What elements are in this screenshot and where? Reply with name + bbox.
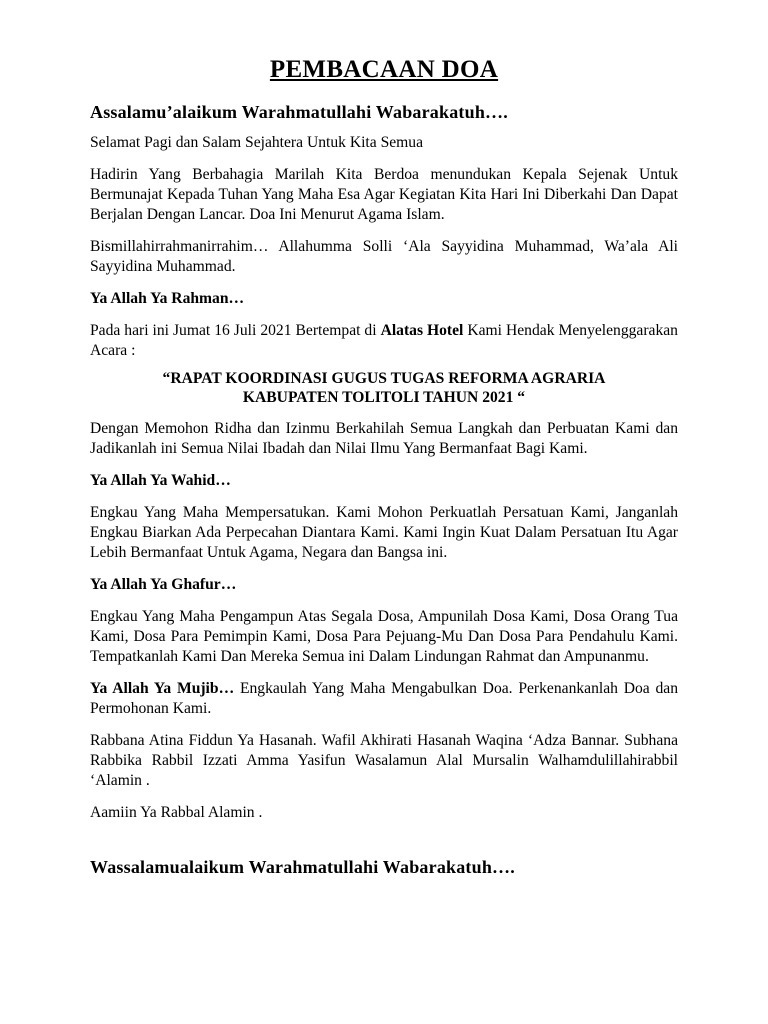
paragraph-invitation: Hadirin Yang Berbahagia Marilah Kita Berdoa menundukan Kepala Sejenak Untuk Bermunajat Kepada Tuhan Yang Maha Esa Agar Kegiatan Kita Hari Ini Diberkahi Dan Dapat Berjalan Dengan Lancar. Doa Ini Menurut Agama Islam. [90, 166, 678, 223]
paragraph-bismillah: Bismillahirrahmanirrahim… Allahumma Solli ‘Ala Sayyidina Muhammad, Wa’ala Ali Sayyidina Muhammad. [90, 238, 678, 275]
paragraph-persatuan: Engkau Yang Maha Mempersatukan. Kami Mohon Perkuatlah Persatuan Kami, Janganlah Engkau Biarkan Ada Perpecahan Diantara Kami. Kami Ingin Kuat Dalam Persatuan Itu Agar Lebih Bermanfaat Untuk Agama, Negara dan Bangsa ini. [90, 504, 678, 561]
event-intro-text: Pada hari ini Jumat 16 Juli 2021 Bertempat di [90, 322, 381, 339]
heading-ya-ghafur: Ya Allah Ya Ghafur… [90, 576, 237, 593]
event-title-line-2: KABUPATEN TOLITOLI TAHUN 2021 “ [242, 389, 526, 406]
closing-greeting: Wassalamualaikum Warahmatullahi Wabarakatuh…. [90, 857, 515, 877]
event-title [90, 369, 678, 407]
document-body [90, 56, 678, 878]
venue-name: Alatas Hotel [380, 322, 464, 339]
mujib-text: Engkaulah Yang Maha Mengabulkan Doa. Perkenankanlah Doa dan Permohonan Kami. [90, 680, 678, 717]
paragraph-pengampun: Engkau Yang Maha Pengampun Atas Segala Dosa, Ampunilah Dosa Kami, Dosa Orang Tua Kami, Dosa Para Pemimpin Kami, Dosa Para Pejuang-Mu Dan Dosa Para Pendahulu Kami. Tempatkanlah Kami Dan Mereka Semua ini Dalam Lindungan Rahmat dan Ampunanmu. [90, 608, 678, 665]
page-title: PEMBACAAN DOA [269, 56, 499, 83]
paragraph-welcome: Selamat Pagi dan Salam Sejahtera Untuk Kita Semua [90, 134, 424, 151]
paragraph-aamiin: Aamiin Ya Rabbal Alamin . [90, 804, 263, 821]
heading-ya-rahman: Ya Allah Ya Rahman… [90, 290, 245, 307]
opening-greeting: Assalamu’alaikum Warahmatullahi Wabarakatuh…. [90, 102, 508, 122]
event-title-line-1: “RAPAT KOORDINASI GUGUS TUGAS REFORMA AGRARIA [162, 370, 606, 387]
paragraph-rabbana: Rabbana Atina Fiddun Ya Hasanah. Wafil Akhirati Hasanah Waqina ‘Adza Bannar. Subhana Rabbika Rabbil Izzati Amma Yasifun Wasalamun Alal Mursalin Walhamdulillahirabbil ‘Alamin . [90, 732, 678, 789]
heading-ya-mujib: Ya Allah Ya Mujib… [90, 680, 235, 697]
heading-ya-wahid: Ya Allah Ya Wahid… [90, 472, 231, 489]
event-intro-end: Kami Hendak Menyelenggarakan Acara : [90, 322, 678, 359]
paragraph-event-intro [90, 321, 678, 361]
paragraph-mujib [90, 679, 678, 719]
paragraph-ridha: Dengan Memohon Ridha dan Izinmu Berkahilah Semua Langkah dan Perbuatan Kami dan Jadikanlah ini Semua Nilai Ibadah dan Nilai Ilmu Yang Bermanfaat Bagi Kami. [90, 420, 678, 457]
